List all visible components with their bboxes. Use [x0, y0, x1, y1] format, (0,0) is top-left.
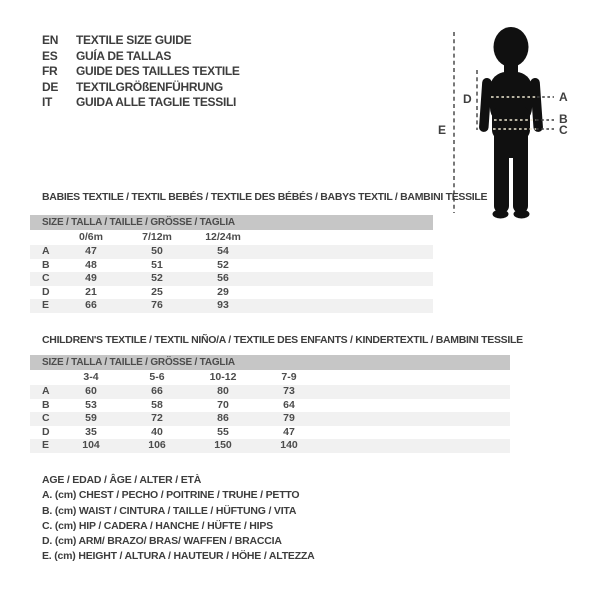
- table-cell: 56: [217, 272, 229, 284]
- children-size-table: [30, 355, 510, 453]
- table-cell: 53: [85, 398, 97, 411]
- table-cell: 50: [151, 245, 163, 257]
- babies-size-table: [30, 215, 433, 313]
- table-cell: 35: [85, 425, 97, 438]
- language-label: GUÍA DE TALLAS: [76, 48, 172, 63]
- row-label: E: [42, 439, 50, 451]
- table-cell: 21: [85, 285, 97, 298]
- measurement-legend: [42, 473, 315, 565]
- legend-age: AGE / EDAD / ÂGE / ALTER / ETÀ: [42, 474, 202, 486]
- table-cell: 86: [217, 412, 229, 424]
- table-cell: 73: [283, 385, 295, 397]
- language-row-fr: [42, 64, 240, 80]
- language-code: DE: [42, 79, 59, 94]
- table-row: [30, 385, 510, 399]
- language-label: TEXTILE SIZE GUIDE: [76, 33, 192, 47]
- table-cell: 55: [217, 425, 229, 438]
- babies-column-header-row: [30, 230, 433, 245]
- child-silhouette-icon: [479, 27, 544, 219]
- table-cell: 40: [151, 425, 163, 438]
- table-cell: 29: [217, 285, 229, 298]
- children-column-header-row: [30, 370, 510, 385]
- language-code: ES: [42, 48, 58, 63]
- column-header: 10-12: [209, 371, 237, 383]
- table-row: [30, 286, 433, 300]
- table-cell: 58: [151, 398, 163, 411]
- legend-height: E. (cm) HEIGHT / ALTURA / HAUTEUR / HÖHE / ALTEZZA: [42, 550, 315, 563]
- children-section-title: CHILDREN'S TEXTILE / TEXTIL NIÑO/A / TEXTILE DES ENFANTS / KINDERTEXTIL / BAMBINI TESSILE: [42, 334, 523, 346]
- column-header: 5-6: [149, 371, 165, 383]
- language-code: FR: [42, 64, 58, 78]
- table-cell: 150: [214, 439, 232, 451]
- table-cell: 79: [283, 412, 295, 424]
- table-cell: 25: [151, 285, 163, 298]
- table-cell: 52: [151, 272, 163, 284]
- table-cell: 52: [217, 258, 229, 271]
- table-row: [30, 259, 433, 273]
- legend-arm: D. (cm) ARM/ BRAZO/ BRAS/ WAFFEN / BRACCIA: [42, 535, 282, 548]
- table-row: [30, 299, 433, 313]
- language-code: IT: [42, 95, 53, 109]
- table-cell: 66: [85, 299, 97, 311]
- row-label: A: [42, 385, 50, 397]
- language-row-es: [42, 49, 240, 65]
- babies-size-header-bar: SIZE / TALLA / TAILLE / GRÖSSE / TAGLIA: [30, 215, 433, 230]
- table-cell: 48: [85, 258, 97, 271]
- children-size-header-bar: SIZE / TALLA / TAILLE / GRÖSSE / TAGLIA: [30, 355, 510, 370]
- label-waist: B: [559, 112, 568, 126]
- language-row-en: [42, 33, 240, 49]
- column-header: 7-9: [281, 371, 297, 383]
- table-row: [30, 426, 510, 440]
- language-row-de: [42, 80, 240, 96]
- table-cell: 51: [151, 258, 163, 271]
- table-cell: 106: [148, 439, 166, 451]
- table-cell: 47: [85, 245, 97, 257]
- table-cell: 70: [217, 398, 229, 411]
- table-row: [30, 245, 433, 259]
- row-label: B: [42, 398, 50, 411]
- language-label: TEXTILGRÖßENFÜHRUNG: [76, 79, 223, 94]
- table-row: [30, 412, 510, 426]
- table-cell: 64: [283, 398, 295, 411]
- table-row: [30, 439, 510, 453]
- table-cell: 49: [85, 272, 97, 284]
- table-row: [30, 399, 510, 413]
- table-cell: 60: [85, 385, 97, 397]
- table-cell: 47: [283, 425, 295, 438]
- column-header: 12/24m: [205, 231, 241, 243]
- label-arm: D: [463, 92, 472, 106]
- table-cell: 54: [217, 245, 229, 257]
- row-label: C: [42, 412, 50, 424]
- row-label: D: [42, 285, 50, 298]
- table-row: [30, 272, 433, 286]
- table-cell: 66: [151, 385, 163, 397]
- language-label: GUIDE DES TAILLES TEXTILE: [76, 64, 240, 78]
- column-header: 7/12m: [142, 231, 172, 243]
- table-cell: 76: [151, 299, 163, 311]
- language-label: GUIDA ALLE TAGLIE TESSILI: [76, 95, 237, 109]
- babies-section-title: BABIES TEXTILE / TEXTIL BEBÉS / TEXTILE DES BÉBÉS / BABYS TEXTIL / BAMBINI TESSILE: [42, 191, 488, 203]
- column-header-spacer: [30, 370, 58, 385]
- language-row-it: [42, 95, 240, 111]
- row-label: E: [42, 299, 50, 311]
- column-header-spacer: [30, 230, 58, 245]
- row-label: B: [42, 258, 50, 271]
- label-height: E: [438, 123, 447, 137]
- legend-chest: A. (cm) CHEST / PECHO / POITRINE / TRUHE / PETTO: [42, 489, 300, 502]
- table-cell: 72: [151, 412, 163, 424]
- label-hip: C: [559, 123, 568, 137]
- legend-hip: C. (cm) HIP / CADERA / HANCHE / HÜFTE / HIPS: [42, 519, 273, 532]
- language-list: [42, 33, 240, 111]
- label-chest: A: [559, 90, 568, 104]
- column-header: 3-4: [83, 371, 99, 383]
- table-cell: 104: [82, 439, 100, 451]
- language-code: EN: [42, 33, 59, 47]
- table-cell: 59: [85, 412, 97, 424]
- row-label: D: [42, 425, 50, 438]
- table-cell: 93: [217, 299, 229, 311]
- row-label: C: [42, 272, 50, 284]
- table-cell: 80: [217, 385, 229, 397]
- legend-waist: B. (cm) WAIST / CINTURA / TAILLE / HÜFTUNG / VITA: [42, 504, 297, 517]
- row-label: A: [42, 245, 50, 257]
- table-cell: 140: [280, 439, 298, 451]
- column-header: 0/6m: [79, 231, 103, 243]
